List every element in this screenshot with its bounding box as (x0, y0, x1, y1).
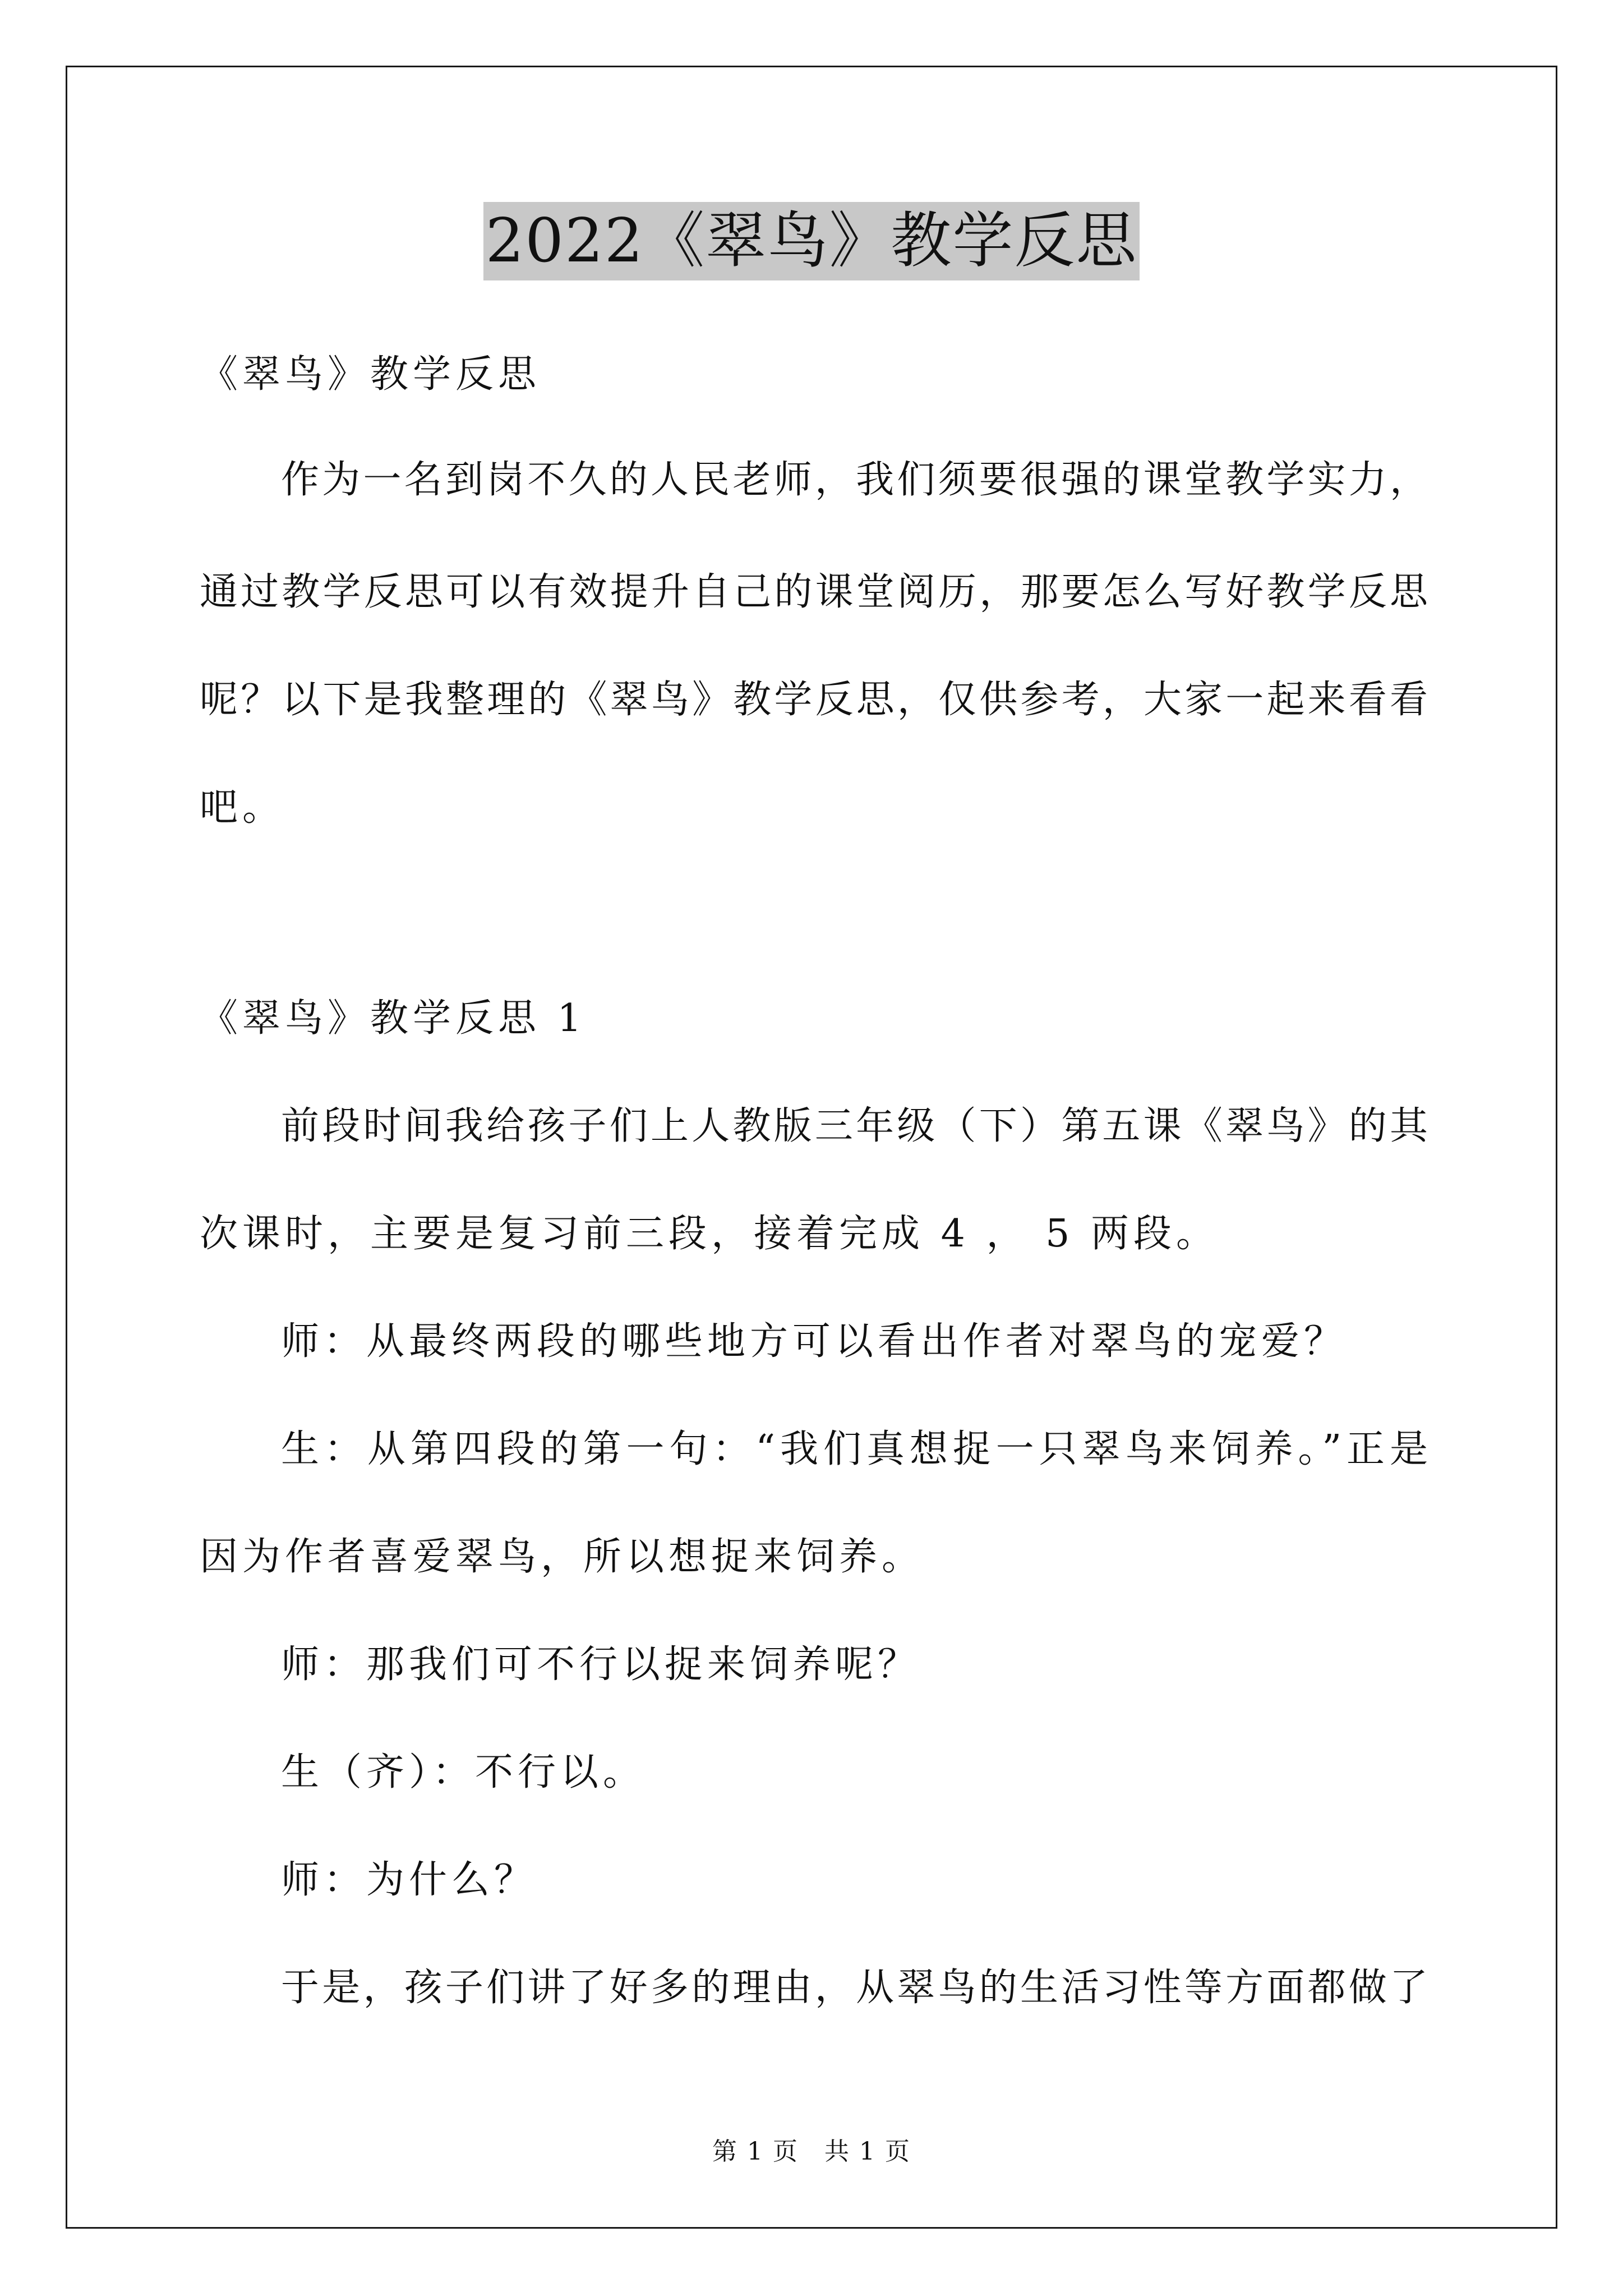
paragraph-line: 于是，孩子们讲了好多的理由，从翠鸟的生活习性等方面都做了 (281, 1966, 1428, 2010)
paragraph-line: 前段时间我给孩子们上人教版三年级（下）第五课《翠鸟》的其 (281, 1104, 1428, 1148)
section-heading: 《翠鸟》教学反思 (200, 352, 541, 397)
document-title: 2022《翠鸟》教学反思 (483, 202, 1140, 280)
dialogue-line: 因为作者喜爱翠鸟，所以想捉来饲养。 (200, 1535, 925, 1579)
paragraph-line: 通过教学反思可以有效提升自己的课堂阅历，那要怎么写好教学反思 (200, 570, 1428, 614)
dialogue-line: 生：从第四段的第一句：“我们真想捉一只翠鸟来饲养。”正是 (281, 1427, 1428, 1471)
dialogue-line: 师：那我们可不行以捉来饲养呢？ (281, 1642, 921, 1687)
paragraph-line: 次课时，主要是复习前三段，接着完成 4 ， 5 两段。 (200, 1212, 1219, 1256)
dialogue-line: 生（齐）：不行以。 (281, 1750, 646, 1795)
paragraph-line: 呢？以下是我整理的《翠鸟》教学反思，仅供参考，大家一起来看看 (200, 678, 1428, 722)
paragraph-line: 作为一名到岗不久的人民老师，我们须要很强的课堂教学实力， (281, 458, 1428, 502)
page-footer: 第 1 页 共 1 页 (712, 2137, 911, 2166)
title-container (0, 202, 1623, 280)
dialogue-line: 师：为什么？ (281, 1858, 537, 1902)
dialogue-line: 师：从最终两段的哪些地方可以看出作者对翠鸟的宠爱？ (281, 1319, 1347, 1364)
paragraph-line: 吧。 (200, 785, 285, 830)
section-heading: 《翠鸟》教学反思 1 (200, 996, 586, 1041)
